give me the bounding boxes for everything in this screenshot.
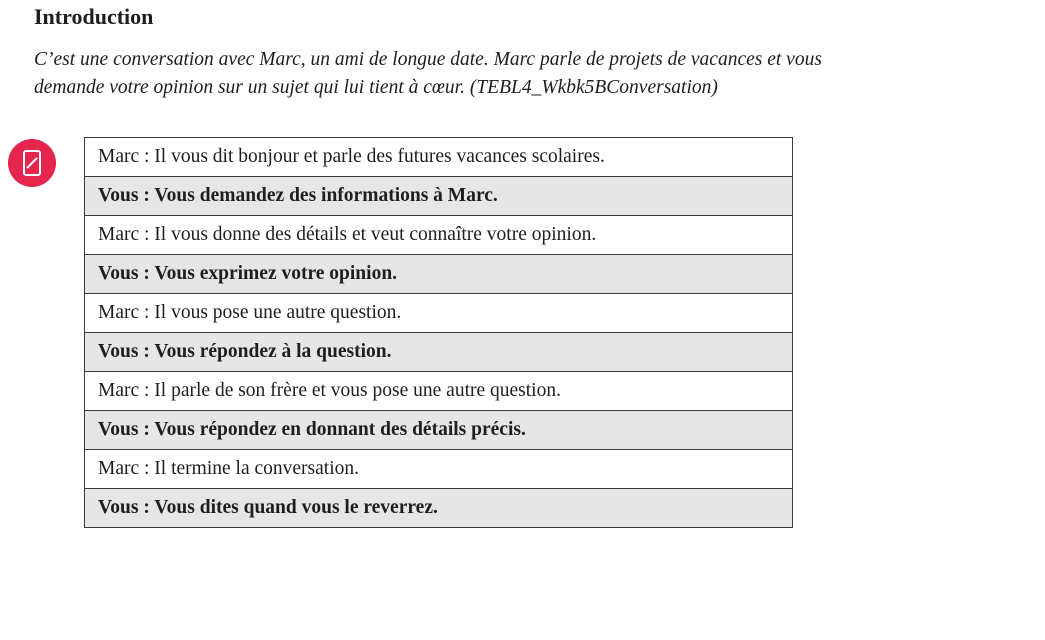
dialogue-row-vous [85,177,793,216]
dialogue-row-vous [85,255,793,294]
section-heading: Introduction [34,4,154,29]
dialogue-cell: Vous : Vous demandez des informations à Marc. [85,177,793,216]
intro-paragraph [34,46,1034,102]
dialogue-cell: Marc : Il termine la conversation. [85,450,793,489]
dialogue-row-vous [85,411,793,450]
dialogue-cell: Marc : Il vous pose une autre question. [85,294,793,333]
dialogue-cell: Vous : Vous dites quand vous le reverrez. [85,489,793,528]
dialogue-row-marc [85,138,793,177]
dialogue-cell: Vous : Vous exprimez votre opinion. [85,255,793,294]
tablet-icon [8,139,56,187]
intro-line-1: C’est une conversation avec Marc, un ami de longue date. Marc parle de projets de vacances et vous [34,49,822,70]
dialogue-row-marc [85,294,793,333]
dialogue-cell: Marc : Il parle de son frère et vous pose une autre question. [85,372,793,411]
tablet-icon-glyph [17,148,47,178]
dialogue-cell: Vous : Vous répondez à la question. [85,333,793,372]
dialogue-cell: Marc : Il vous donne des détails et veut connaître votre opinion. [85,216,793,255]
dialogue-cell: Vous : Vous répondez en donnant des détails précis. [85,411,793,450]
dialogue-row-vous [85,489,793,528]
dialogue-row-marc [85,216,793,255]
dialogue-table [84,137,793,528]
dialogue-row-marc [85,372,793,411]
dialogue-row-marc [85,450,793,489]
dialogue-row-vous [85,333,793,372]
dialogue-cell: Marc : Il vous dit bonjour et parle des futures vacances scolaires. [85,138,793,177]
intro-line-2: demande votre opinion sur un sujet qui lui tient à cœur. (TEBL4_Wkbk5BConversation) [34,77,718,98]
